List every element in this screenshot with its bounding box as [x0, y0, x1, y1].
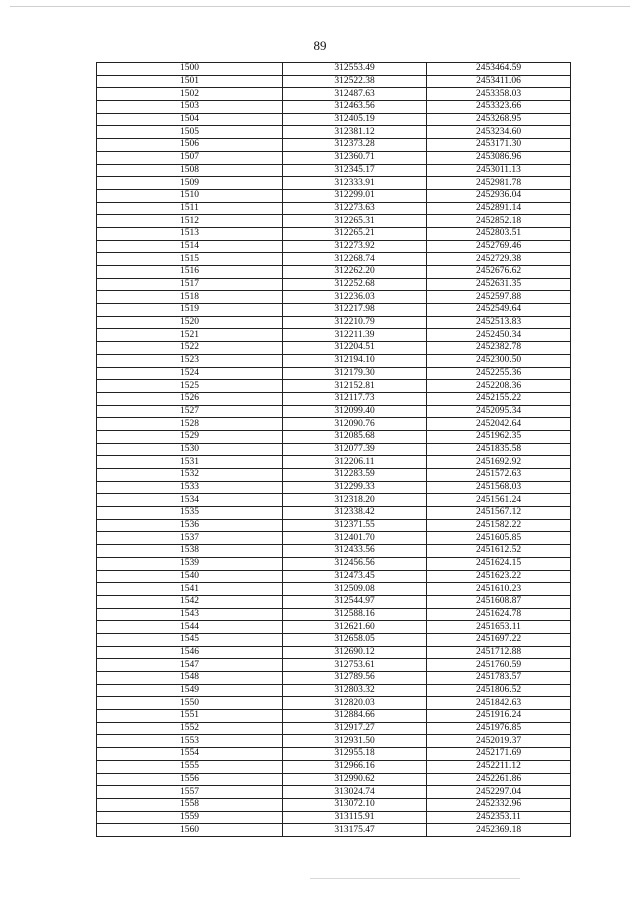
point-number-cell: 1538	[97, 545, 283, 558]
point-number-cell: 1527	[97, 405, 283, 418]
table-row	[97, 278, 571, 291]
table-row	[97, 443, 571, 456]
y-coordinate-cell: 2452211.12	[427, 760, 571, 773]
x-coordinate-cell: 312487.63	[283, 88, 427, 101]
y-coordinate-cell: 2452297.04	[427, 786, 571, 799]
y-coordinate-cell: 2452676.62	[427, 266, 571, 279]
x-coordinate-cell: 312917.27	[283, 722, 427, 735]
y-coordinate-cell: 2451842.63	[427, 697, 571, 710]
y-coordinate-cell: 2453411.06	[427, 75, 571, 88]
x-coordinate-cell: 312405.19	[283, 113, 427, 126]
table-row	[97, 202, 571, 215]
x-coordinate-cell: 312299.33	[283, 481, 427, 494]
y-coordinate-cell: 2452450.34	[427, 329, 571, 342]
x-coordinate-cell: 312273.92	[283, 240, 427, 253]
x-coordinate-cell: 312658.05	[283, 633, 427, 646]
table-row	[97, 304, 571, 317]
y-coordinate-cell: 2451653.11	[427, 621, 571, 634]
y-coordinate-cell: 2451612.52	[427, 545, 571, 558]
point-number-cell: 1551	[97, 710, 283, 723]
point-number-cell: 1500	[97, 63, 283, 76]
y-coordinate-cell: 2451605.85	[427, 532, 571, 545]
table-row	[97, 380, 571, 393]
y-coordinate-cell: 2452300.50	[427, 354, 571, 367]
table-row	[97, 63, 571, 76]
x-coordinate-cell: 312283.59	[283, 469, 427, 482]
y-coordinate-cell: 2453011.13	[427, 164, 571, 177]
table-row	[97, 227, 571, 240]
y-coordinate-cell: 2451835.58	[427, 443, 571, 456]
x-coordinate-cell: 312268.74	[283, 253, 427, 266]
point-number-cell: 1524	[97, 367, 283, 380]
x-coordinate-cell: 312931.50	[283, 735, 427, 748]
x-coordinate-cell: 312090.76	[283, 418, 427, 431]
point-number-cell: 1514	[97, 240, 283, 253]
table-row	[97, 456, 571, 469]
x-coordinate-cell: 312345.17	[283, 164, 427, 177]
point-number-cell: 1509	[97, 177, 283, 190]
x-coordinate-cell: 312338.42	[283, 507, 427, 520]
y-coordinate-cell: 2452549.64	[427, 304, 571, 317]
point-number-cell: 1504	[97, 113, 283, 126]
point-number-cell: 1560	[97, 824, 283, 837]
x-coordinate-cell: 312473.45	[283, 570, 427, 583]
y-coordinate-cell: 2451783.57	[427, 672, 571, 685]
table-row	[97, 151, 571, 164]
table-row	[97, 75, 571, 88]
table-row	[97, 697, 571, 710]
x-coordinate-cell: 312955.18	[283, 748, 427, 761]
x-coordinate-cell: 312360.71	[283, 151, 427, 164]
table-row	[97, 266, 571, 279]
y-coordinate-cell: 2451692.92	[427, 456, 571, 469]
table-row	[97, 494, 571, 507]
table-row	[97, 646, 571, 659]
x-coordinate-cell: 312522.38	[283, 75, 427, 88]
y-coordinate-cell: 2453234.60	[427, 126, 571, 139]
table-row	[97, 481, 571, 494]
x-coordinate-cell: 312820.03	[283, 697, 427, 710]
point-number-cell: 1529	[97, 430, 283, 443]
table-row	[97, 215, 571, 228]
point-number-cell: 1543	[97, 608, 283, 621]
table-row	[97, 88, 571, 101]
point-number-cell: 1542	[97, 595, 283, 608]
y-coordinate-cell: 2451712.88	[427, 646, 571, 659]
table-row	[97, 329, 571, 342]
x-coordinate-cell: 312206.11	[283, 456, 427, 469]
table-row	[97, 101, 571, 114]
point-number-cell: 1532	[97, 469, 283, 482]
y-coordinate-cell: 2451608.87	[427, 595, 571, 608]
point-number-cell: 1522	[97, 342, 283, 355]
x-coordinate-cell: 312152.81	[283, 380, 427, 393]
point-number-cell: 1544	[97, 621, 283, 634]
point-number-cell: 1526	[97, 392, 283, 405]
y-coordinate-cell: 2452597.88	[427, 291, 571, 304]
y-coordinate-cell: 2452981.78	[427, 177, 571, 190]
y-coordinate-cell: 2453323.66	[427, 101, 571, 114]
x-coordinate-cell: 312262.20	[283, 266, 427, 279]
x-coordinate-cell: 312333.91	[283, 177, 427, 190]
table-row	[97, 519, 571, 532]
point-number-cell: 1506	[97, 139, 283, 152]
table-row	[97, 532, 571, 545]
table-row	[97, 570, 571, 583]
x-coordinate-cell: 312117.73	[283, 392, 427, 405]
point-number-cell: 1513	[97, 227, 283, 240]
x-coordinate-cell: 312085.68	[283, 430, 427, 443]
table-row	[97, 392, 571, 405]
top-scan-edge	[10, 6, 630, 7]
y-coordinate-cell: 2452769.46	[427, 240, 571, 253]
y-coordinate-cell: 2451806.52	[427, 684, 571, 697]
table-row	[97, 316, 571, 329]
point-number-cell: 1517	[97, 278, 283, 291]
x-coordinate-cell: 312621.60	[283, 621, 427, 634]
table-row	[97, 621, 571, 634]
point-number-cell: 1525	[97, 380, 283, 393]
y-coordinate-cell: 2451760.59	[427, 659, 571, 672]
x-coordinate-cell: 312217.98	[283, 304, 427, 317]
point-number-cell: 1549	[97, 684, 283, 697]
table-row	[97, 418, 571, 431]
x-coordinate-cell: 312509.08	[283, 583, 427, 596]
y-coordinate-cell: 2452369.18	[427, 824, 571, 837]
y-coordinate-cell: 2452255.36	[427, 367, 571, 380]
y-coordinate-cell: 2452631.35	[427, 278, 571, 291]
point-number-cell: 1534	[97, 494, 283, 507]
y-coordinate-cell: 2452382.78	[427, 342, 571, 355]
point-number-cell: 1552	[97, 722, 283, 735]
table-row	[97, 469, 571, 482]
point-number-cell: 1541	[97, 583, 283, 596]
y-coordinate-cell: 2451572.63	[427, 469, 571, 482]
x-coordinate-cell: 313024.74	[283, 786, 427, 799]
point-number-cell: 1507	[97, 151, 283, 164]
y-coordinate-cell: 2451582.22	[427, 519, 571, 532]
x-coordinate-cell: 312211.39	[283, 329, 427, 342]
point-number-cell: 1556	[97, 773, 283, 786]
y-coordinate-cell: 2452042.64	[427, 418, 571, 431]
point-number-cell: 1510	[97, 189, 283, 202]
y-coordinate-cell: 2452095.34	[427, 405, 571, 418]
x-coordinate-cell: 312194.10	[283, 354, 427, 367]
point-number-cell: 1540	[97, 570, 283, 583]
table-row	[97, 113, 571, 126]
table-row	[97, 291, 571, 304]
x-coordinate-cell: 312273.63	[283, 202, 427, 215]
y-coordinate-cell: 2451976.85	[427, 722, 571, 735]
point-number-cell: 1559	[97, 811, 283, 824]
table-row	[97, 177, 571, 190]
table-row	[97, 722, 571, 735]
table-row	[97, 798, 571, 811]
table-row	[97, 710, 571, 723]
y-coordinate-cell: 2453464.59	[427, 63, 571, 76]
point-number-cell: 1535	[97, 507, 283, 520]
y-coordinate-cell: 2451568.03	[427, 481, 571, 494]
y-coordinate-cell: 2451962.35	[427, 430, 571, 443]
x-coordinate-cell: 313072.10	[283, 798, 427, 811]
table-row	[97, 557, 571, 570]
y-coordinate-cell: 2451610.23	[427, 583, 571, 596]
y-coordinate-cell: 2452513.83	[427, 316, 571, 329]
x-coordinate-cell: 312381.12	[283, 126, 427, 139]
x-coordinate-cell: 312753.61	[283, 659, 427, 672]
x-coordinate-cell: 312789.56	[283, 672, 427, 685]
table-row	[97, 595, 571, 608]
x-coordinate-cell: 312077.39	[283, 443, 427, 456]
point-number-cell: 1536	[97, 519, 283, 532]
table-row	[97, 684, 571, 697]
y-coordinate-cell: 2452353.11	[427, 811, 571, 824]
point-number-cell: 1557	[97, 786, 283, 799]
table-row	[97, 545, 571, 558]
point-number-cell: 1545	[97, 633, 283, 646]
y-coordinate-cell: 2452208.36	[427, 380, 571, 393]
x-coordinate-cell: 312401.70	[283, 532, 427, 545]
point-number-cell: 1528	[97, 418, 283, 431]
point-number-cell: 1548	[97, 672, 283, 685]
point-number-cell: 1550	[97, 697, 283, 710]
table-row	[97, 786, 571, 799]
y-coordinate-cell: 2451697.22	[427, 633, 571, 646]
y-coordinate-cell: 2451567.12	[427, 507, 571, 520]
x-coordinate-cell: 312299.01	[283, 189, 427, 202]
point-number-cell: 1505	[97, 126, 283, 139]
table-row	[97, 672, 571, 685]
x-coordinate-cell: 312204.51	[283, 342, 427, 355]
y-coordinate-cell: 2452332.96	[427, 798, 571, 811]
y-coordinate-cell: 2452729.38	[427, 253, 571, 266]
table-row	[97, 760, 571, 773]
table-row	[97, 507, 571, 520]
table-row	[97, 748, 571, 761]
point-number-cell: 1537	[97, 532, 283, 545]
x-coordinate-cell: 313175.47	[283, 824, 427, 837]
table-row	[97, 811, 571, 824]
table-row	[97, 164, 571, 177]
x-coordinate-cell: 312373.28	[283, 139, 427, 152]
table-row	[97, 608, 571, 621]
y-coordinate-cell: 2452852.18	[427, 215, 571, 228]
x-coordinate-cell: 312544.97	[283, 595, 427, 608]
table-row	[97, 735, 571, 748]
y-coordinate-cell: 2451624.15	[427, 557, 571, 570]
x-coordinate-cell: 312456.56	[283, 557, 427, 570]
y-coordinate-cell: 2452155.22	[427, 392, 571, 405]
y-coordinate-cell: 2452171.69	[427, 748, 571, 761]
table-row	[97, 354, 571, 367]
coordinates-table-body	[97, 63, 571, 837]
point-number-cell: 1503	[97, 101, 283, 114]
x-coordinate-cell: 312553.49	[283, 63, 427, 76]
point-number-cell: 1508	[97, 164, 283, 177]
x-coordinate-cell: 312966.16	[283, 760, 427, 773]
x-coordinate-cell: 312690.12	[283, 646, 427, 659]
y-coordinate-cell: 2452803.51	[427, 227, 571, 240]
table-row	[97, 824, 571, 837]
x-coordinate-cell: 312433.56	[283, 545, 427, 558]
table-row	[97, 240, 571, 253]
x-coordinate-cell: 312990.62	[283, 773, 427, 786]
x-coordinate-cell: 312588.16	[283, 608, 427, 621]
table-row	[97, 367, 571, 380]
point-number-cell: 1539	[97, 557, 283, 570]
y-coordinate-cell: 2451916.24	[427, 710, 571, 723]
point-number-cell: 1519	[97, 304, 283, 317]
point-number-cell: 1502	[97, 88, 283, 101]
point-number-cell: 1546	[97, 646, 283, 659]
y-coordinate-cell: 2451624.78	[427, 608, 571, 621]
point-number-cell: 1530	[97, 443, 283, 456]
y-coordinate-cell: 2452936.04	[427, 189, 571, 202]
x-coordinate-cell: 313115.91	[283, 811, 427, 824]
x-coordinate-cell: 312884.66	[283, 710, 427, 723]
table-row	[97, 583, 571, 596]
table-row	[97, 139, 571, 152]
point-number-cell: 1523	[97, 354, 283, 367]
x-coordinate-cell: 312236.03	[283, 291, 427, 304]
x-coordinate-cell: 312179.30	[283, 367, 427, 380]
y-coordinate-cell: 2452019.37	[427, 735, 571, 748]
coordinates-table	[96, 62, 571, 837]
point-number-cell: 1521	[97, 329, 283, 342]
table-row	[97, 189, 571, 202]
y-coordinate-cell: 2453171.30	[427, 139, 571, 152]
point-number-cell: 1516	[97, 266, 283, 279]
x-coordinate-cell: 312265.31	[283, 215, 427, 228]
table-row	[97, 405, 571, 418]
x-coordinate-cell: 312252.68	[283, 278, 427, 291]
x-coordinate-cell: 312210.79	[283, 316, 427, 329]
bottom-scan-edge	[310, 878, 520, 879]
y-coordinate-cell: 2453358.03	[427, 88, 571, 101]
table-row	[97, 342, 571, 355]
point-number-cell: 1555	[97, 760, 283, 773]
point-number-cell: 1511	[97, 202, 283, 215]
point-number-cell: 1554	[97, 748, 283, 761]
x-coordinate-cell: 312265.21	[283, 227, 427, 240]
page-number: 89	[313, 38, 327, 53]
table-row	[97, 126, 571, 139]
table-row	[97, 659, 571, 672]
table-row	[97, 430, 571, 443]
point-number-cell: 1518	[97, 291, 283, 304]
y-coordinate-cell: 2453086.96	[427, 151, 571, 164]
table-row	[97, 633, 571, 646]
x-coordinate-cell: 312318.20	[283, 494, 427, 507]
x-coordinate-cell: 312099.40	[283, 405, 427, 418]
y-coordinate-cell: 2451561.24	[427, 494, 571, 507]
table-row	[97, 773, 571, 786]
y-coordinate-cell: 2452261.86	[427, 773, 571, 786]
point-number-cell: 1531	[97, 456, 283, 469]
point-number-cell: 1533	[97, 481, 283, 494]
point-number-cell: 1558	[97, 798, 283, 811]
point-number-cell: 1512	[97, 215, 283, 228]
x-coordinate-cell: 312803.32	[283, 684, 427, 697]
y-coordinate-cell: 2452891.14	[427, 202, 571, 215]
x-coordinate-cell: 312371.55	[283, 519, 427, 532]
point-number-cell: 1547	[97, 659, 283, 672]
point-number-cell: 1515	[97, 253, 283, 266]
point-number-cell: 1501	[97, 75, 283, 88]
y-coordinate-cell: 2453268.95	[427, 113, 571, 126]
table-row	[97, 253, 571, 266]
x-coordinate-cell: 312463.56	[283, 101, 427, 114]
point-number-cell: 1520	[97, 316, 283, 329]
point-number-cell: 1553	[97, 735, 283, 748]
y-coordinate-cell: 2451623.22	[427, 570, 571, 583]
